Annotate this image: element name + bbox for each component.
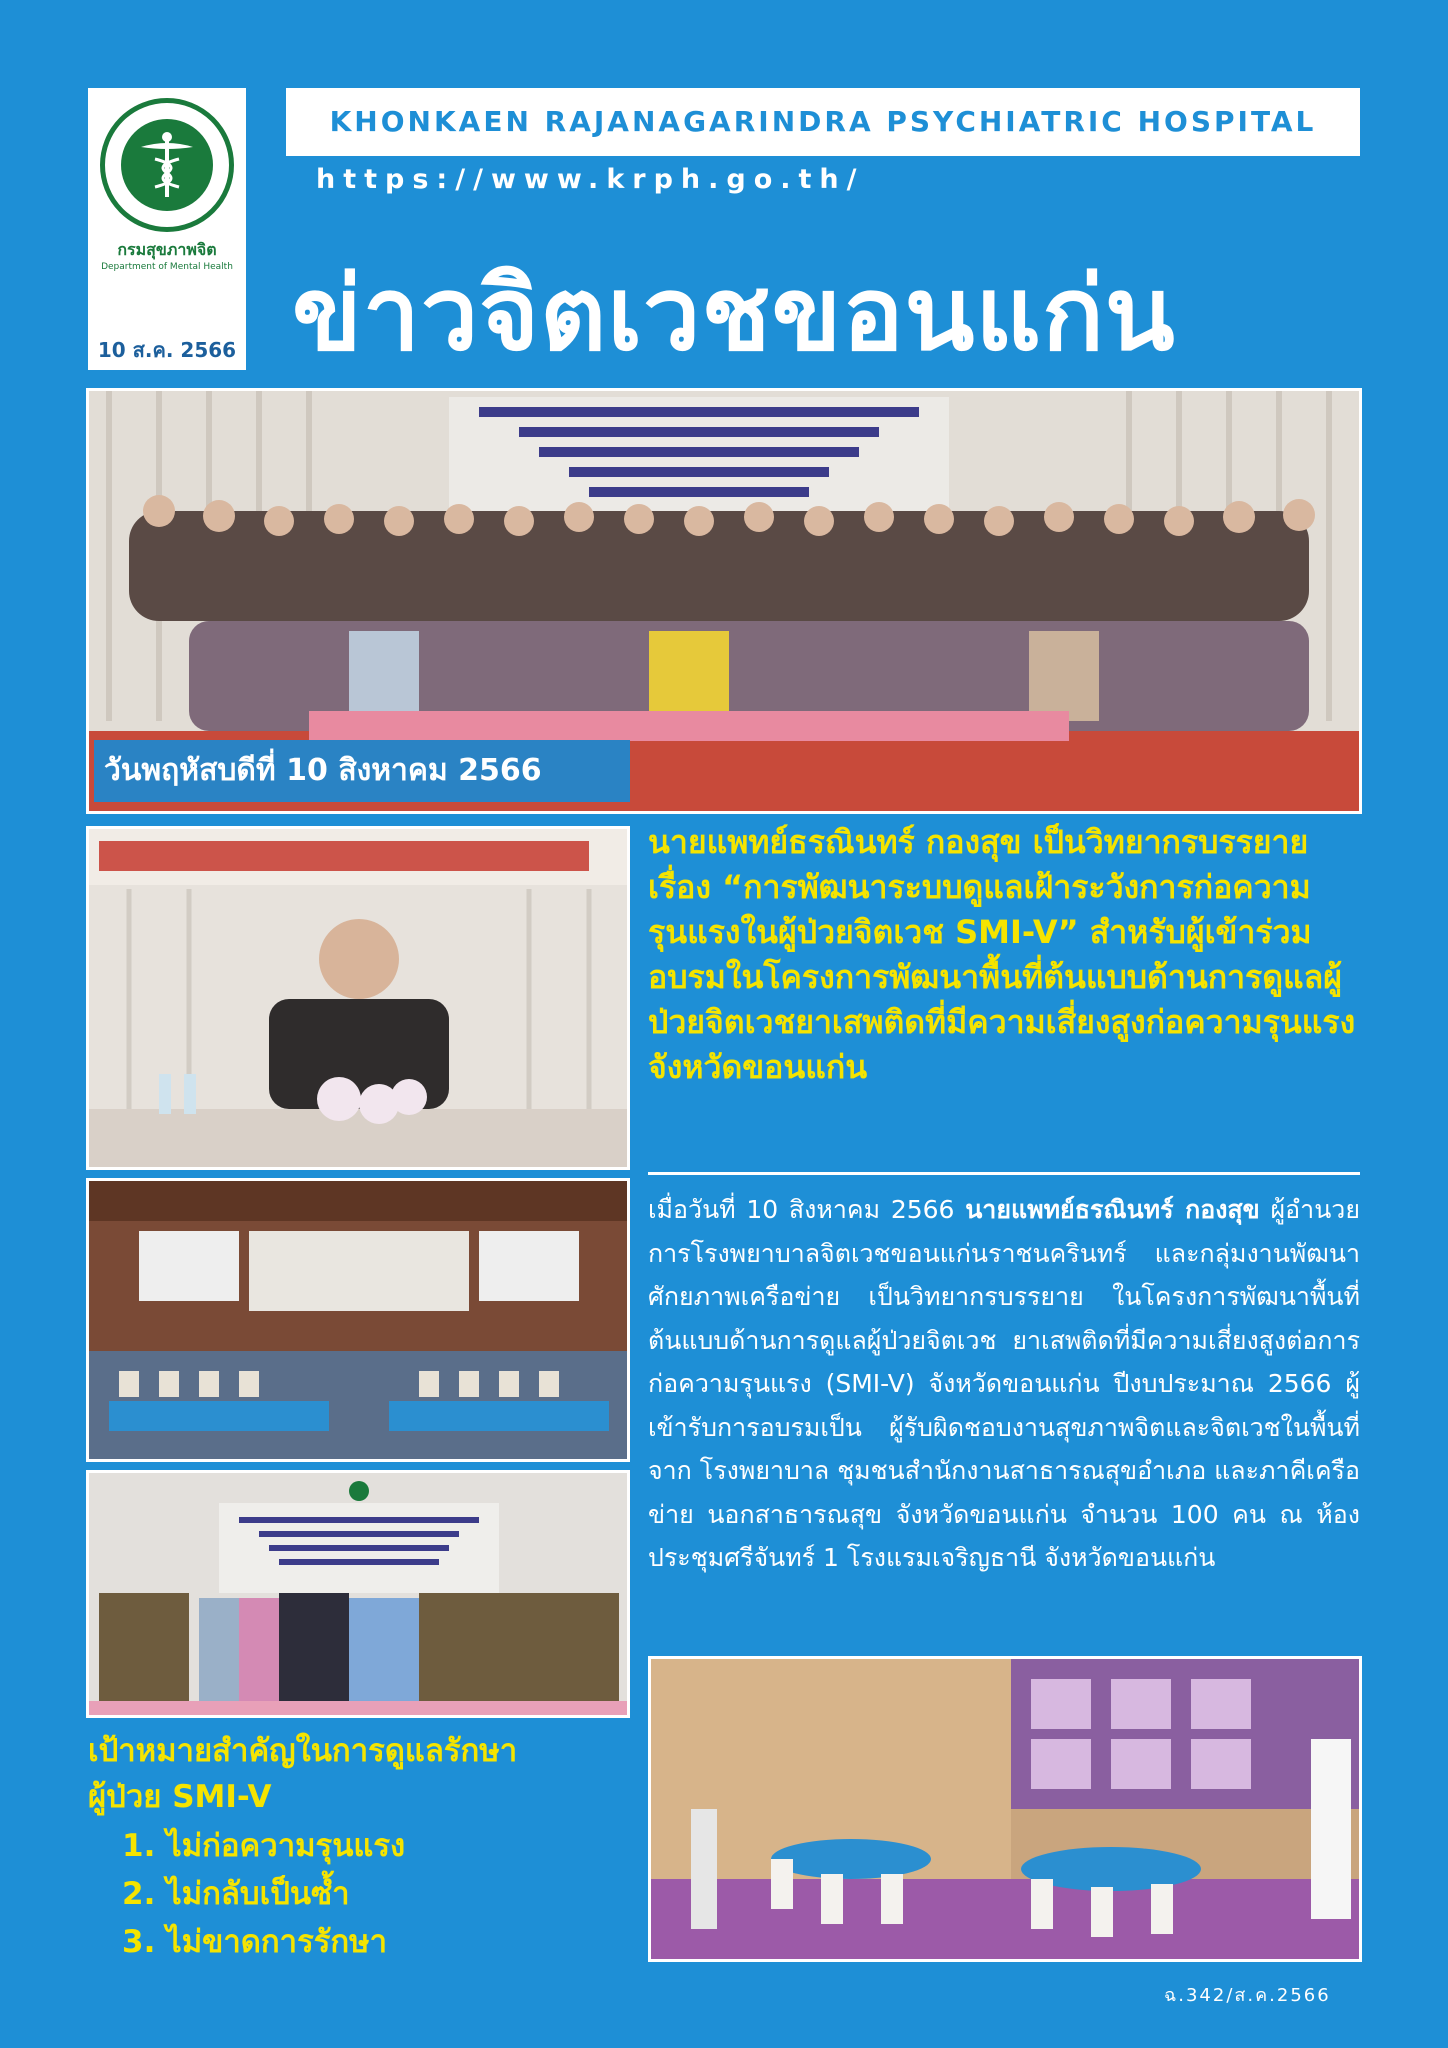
goals-title-line2: ผู้ป่วย SMI-V (88, 1779, 272, 1815)
goals-title-line1: เป้าหมายสำคัญในการดูแลรักษา (88, 1733, 518, 1769)
conference-room-photo (86, 1178, 630, 1462)
body-rest: ผู้อำนวยการโรงพยาบาลจิตเวชขอนแก่นราชนครินทร์ และกลุ่มงานพัฒนาศักยภาพเครือข่าย เป็นวิทยากรบรรยาย ในโครงการพัฒนาพื้นที่ต้นแบบด้านการดูแลผู้ป่วยจิตเวช ยาเสพติดที่มีความเสี่ยงสูงต่อการก่อความรุนแรง (SMI-V) จังหวัดขอนแก่น ปีงบประมาณ 2566 ผู้เข้ารับการอบรมเป็น ผู้รับผิดชอบงานสุขภาพจิตและจิตเวชในพื้นที่ จาก โรงพยาบาล ชุมชนสำนักงานสาธารณสุขอำเภอ และภาคีเครือข่าย นอกสาธารณสุข จังหวัดขอนแก่น จำนวน 100 คน ณ ห้องประชุมศรีจันทร์ 1 โรงแรมเจริญธานี จังหวัดขอนแก่น (648, 1195, 1360, 1572)
group-photo-officers (86, 1470, 630, 1718)
website-url: https://www.krph.go.th/ (316, 164, 865, 195)
headline-divider (648, 1172, 1360, 1175)
body-intro: เมื่อวันที่ 10 สิงหาคม 2566 (648, 1195, 966, 1224)
goal-item: 2. ไม่กลับเป็นซ้ำ (122, 1876, 350, 1912)
goals-title (88, 1728, 648, 1820)
caduceus-icon (121, 119, 213, 211)
article-headline: นายแพทย์ธรณินทร์ กองสุข เป็นวิทยากรบรรยาย เรื่อง “การพัฒนาระบบดูแลเฝ้าระวังการก่อความรุนแรงในผู้ป่วยจิตเวช SMI-V” สำหรับผู้เข้าร่วมอบรมในโครงการพัฒนาพื้นที่ต้นแบบด้านการดูแลผู้ป่วยจิตเวชยาเสพติดที่มีความเสี่ยงสูงก่อความรุนแรง จังหวัดขอนแก่น (648, 823, 1356, 1086)
speaker-photo (86, 826, 630, 1170)
article-body (648, 1188, 1360, 1580)
goal-item: 1. ไม่ก่อความรุนแรง (122, 1828, 406, 1864)
workshop-photo (648, 1656, 1362, 1962)
department-name-th: กรมสุขภาพจิต (117, 240, 217, 259)
hospital-name-bar (286, 88, 1360, 156)
ministry-seal-logo (100, 98, 234, 232)
goal-item: 3. ไม่ขาดการรักษา (122, 1924, 387, 1960)
document-number: ฉ.342/ส.ค.2566 (1164, 1985, 1331, 2006)
department-name-en: Department of Mental Health (101, 262, 233, 272)
issue-date: 10 ส.ค. 2566 (97, 338, 237, 362)
goals-list (122, 1822, 405, 1966)
body-person-name: นายแพทย์ธรณินทร์ กองสุข (965, 1195, 1260, 1224)
event-date-caption: วันพฤหัสบดีที่ 10 สิงหาคม 2566 (94, 740, 630, 802)
ministry-logo-box (88, 88, 246, 370)
hospital-name: KHONKAEN RAJANAGARINDRA PSYCHIATRIC HOSPITAL (329, 105, 1317, 138)
masthead-title: ข่าวจิตเวชขอนแก่น (292, 255, 1176, 374)
